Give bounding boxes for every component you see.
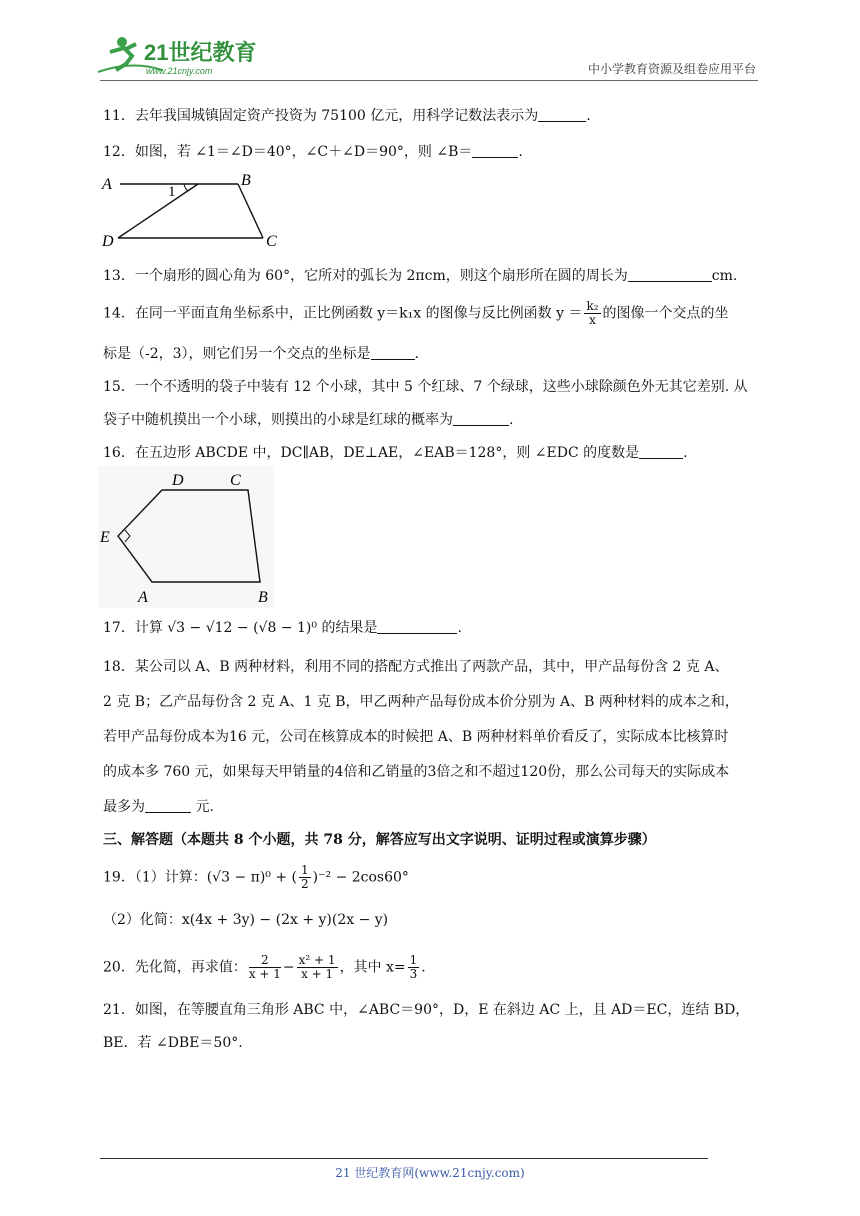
question-15-line2: 袋子中随机摸出一个小球，则摸出的小球是红球的概率为 . xyxy=(103,412,514,428)
header-divider xyxy=(100,80,758,81)
svg-text:21世纪教育: 21世纪教育 xyxy=(144,40,257,65)
label-B: B xyxy=(258,589,268,606)
question-19-part1: 19．（1）计算：(√3 − π)⁰ + ( $\frac{1}{2}$ )⁻² − 2cos60° xyxy=(103,863,409,891)
answer-blank xyxy=(628,267,712,282)
label-A: A xyxy=(102,176,112,193)
svg-text:www.21cnjy.com: www.21cnjy.com xyxy=(146,66,213,76)
question-18-line1: 18．某公司以 A、B 两种材料，利用不同的搭配方式推出了两款产品，其中，甲产品每份含 2 克 A、 xyxy=(103,659,729,675)
fraction-2-over-x1: $\frac{2}{x + 1}$ xyxy=(248,953,281,981)
question-18-line2: 2 克 B；乙产品每份含 2 克 A、1 克 B，甲乙两种产品每份成本价分别为 A、B 两种材料的成本之和， xyxy=(103,694,739,710)
label-C: C xyxy=(230,472,241,489)
footer-divider xyxy=(100,1158,708,1159)
answer-blank xyxy=(377,619,457,634)
question-17: 17．计算 √3 − √12 − (√8 − 1)⁰ 的结果是 . xyxy=(103,620,462,636)
fraction-one-third: $\frac{1}{3}$ xyxy=(409,953,418,981)
question-19-part2: （2）化简：x(4x + 3y) − (2x + y)(2x − y) xyxy=(103,912,389,928)
figure-trapezoid xyxy=(98,170,298,250)
answer-blank xyxy=(639,444,683,459)
question-18-line4: 的成本多 760 元，如果每天甲销量的4倍和乙销量的3倍之和不超过120份，那么公司每天的实际成本 xyxy=(103,764,730,780)
fraction-x2-over-x1: $\frac{\text{x² + 1}}{x + 1}$ xyxy=(298,953,336,981)
question-18-line5: 最多为 元. xyxy=(103,799,214,815)
question-14-line2: 标是（-2，3），则它们另一个交点的坐标是 . xyxy=(103,346,419,362)
question-16: 16．在五边形 ABCDE 中，DC∥AB，DE⊥AE，∠EAB＝128°，则 ∠EDC 的度数是 . xyxy=(103,445,688,461)
answer-blank xyxy=(371,345,415,360)
label-D: D xyxy=(102,233,114,250)
label-E: E xyxy=(100,529,110,546)
question-14: 14．在同一平面直角坐标系中，正比例函数 y＝k₁x 的图像与反比例函数 y ＝ $\frac{\text{k₂}}{x}$ 的图像一个交点的坐 xyxy=(103,299,729,327)
question-21-line2: BE．若 ∠DBE＝50°. xyxy=(103,1035,243,1051)
question-13: 13．一个扇形的圆心角为 60°，它所对的弧长为 2πcm，则这个扇形所在圆的周长为 cm. xyxy=(103,268,738,284)
fraction-k2-over-x: $\frac{\text{k₂}}{x}$ xyxy=(586,299,599,327)
question-12: 12．如图，若 ∠1＝∠D＝40°，∠C＋∠D＝90°，则 ∠B＝ . xyxy=(103,144,523,160)
fraction-one-half: $\frac{1}{2}$ xyxy=(301,863,309,891)
question-15: 15．一个不透明的袋子中装有 12 个小球，其中 5 个红球、7 个绿球，这些小球除颜色外无其它差别. 从 xyxy=(103,379,748,395)
footer-link[interactable]: 21 世纪教育网(www.21cnjy.com) xyxy=(335,1166,525,1180)
question-18-line3: 若甲产品每份成本为16 元，公司在核算成本的时候把 A、B 两种材料单价看反了，实际成本比核算时 xyxy=(103,729,729,745)
logo-runner-icon xyxy=(92,30,272,82)
figure-pentagon xyxy=(98,466,274,608)
label-angle-1: 1 xyxy=(168,184,176,200)
answer-blank xyxy=(538,107,586,122)
site-logo xyxy=(92,30,272,82)
header-platform-text: 中小学教育资源及组卷应用平台 xyxy=(587,62,756,76)
question-11: 11．去年我国城镇固定资产投资为 75100 亿元，用科学记数法表示为 . xyxy=(103,108,591,124)
section-3-heading: 三、解答题（本题共 8 个小题，共 78 分，解答应写出文字说明、证明过程或演算步骤） xyxy=(103,832,656,848)
label-C: C xyxy=(266,233,277,250)
answer-blank xyxy=(472,143,518,158)
label-A: A xyxy=(138,589,148,606)
question-20: 20．先化简，再求值： $\frac{2}{x + 1}$ − $\frac{\text{x² + 1}}{x + 1}$ ，其中 x= $\frac{1}{3}$ . xyxy=(103,953,426,981)
answer-blank xyxy=(145,798,191,813)
answer-blank xyxy=(453,411,509,426)
question-21-line1: 21．如图，在等腰直角三角形 ABC 中，∠ABC＝90°，D，E 在斜边 AC 上，且 AD＝EC，连结 BD， xyxy=(103,1002,750,1018)
label-D: D xyxy=(172,472,184,489)
label-B: B xyxy=(241,172,251,189)
